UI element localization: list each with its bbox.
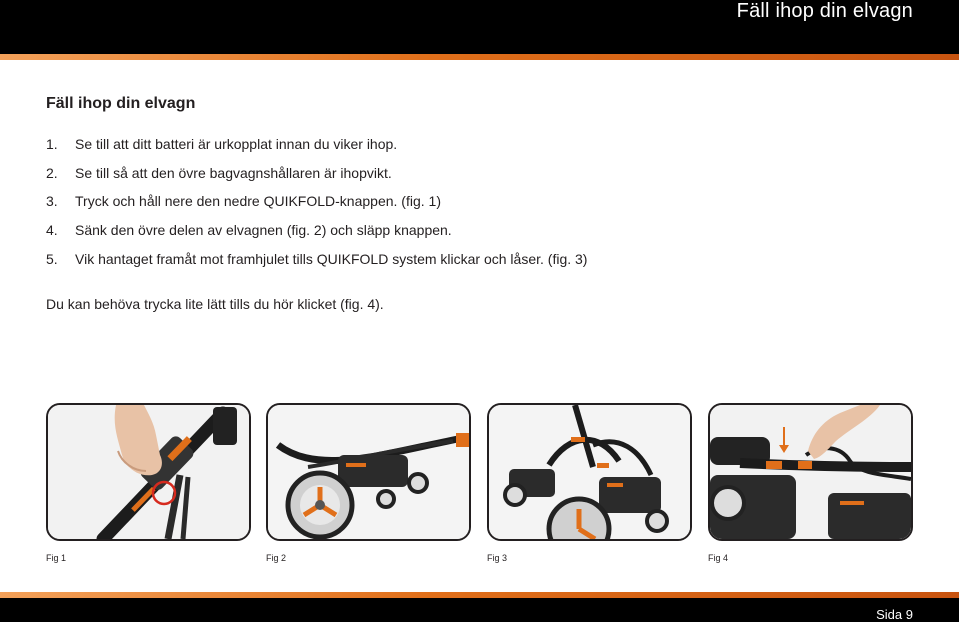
step-number: 5. [46,250,58,267]
trolley-fold-illustration-1 [48,405,249,539]
step-text: Vik hantaget framåt mot framhjulet tills QUIKFOLD system klickar och låser. (fig. 3) [75,250,588,267]
figure-3-caption: Fig 3 [487,553,508,563]
step-text: Tryck och håll nere den nedre QUIKFOLD-knappen. (fig. 1) [75,193,441,210]
step-text: Sänk den övre delen av elvagnen (fig. 2) och släpp knappen. [75,222,452,239]
step-item [46,134,926,163]
step-number: 1. [46,136,58,152]
figure-4-press-click [708,403,913,541]
section-title: Fäll ihop din elvagn [46,95,196,112]
step-item [46,163,926,192]
page-number: Sida 9 [876,607,913,622]
trolley-fold-illustration-3 [489,405,690,539]
step-item [46,249,926,278]
figure-3-fold-handle [487,403,692,541]
step-item [46,220,926,249]
figure-4-caption: Fig 4 [708,553,729,563]
instruction-steps [46,134,926,277]
header-title: Fäll ihop din elvagn [736,0,913,22]
figure-2-caption: Fig 2 [266,553,287,563]
step-number: 2. [46,164,58,181]
trolley-fold-illustration-2 [268,405,469,539]
figure-1-press-button [46,403,251,541]
step-number: 4. [46,222,58,239]
header-accent-stripe [0,54,959,60]
note-text: Du kan behöva trycka lite lätt tills du hör klicket (fig. 4). [46,296,384,312]
step-item [46,191,926,220]
figure-2-lower-frame [266,403,471,541]
step-text: Se till så att den övre bagvagnshållaren är ihopvikt. [75,164,392,181]
figure-1-caption: Fig 1 [46,553,67,563]
step-text: Se till att ditt batteri är urkopplat innan du viker ihop. [75,136,398,152]
step-number: 3. [46,193,58,210]
trolley-fold-illustration-4 [710,405,911,539]
footer-bar [0,598,959,622]
